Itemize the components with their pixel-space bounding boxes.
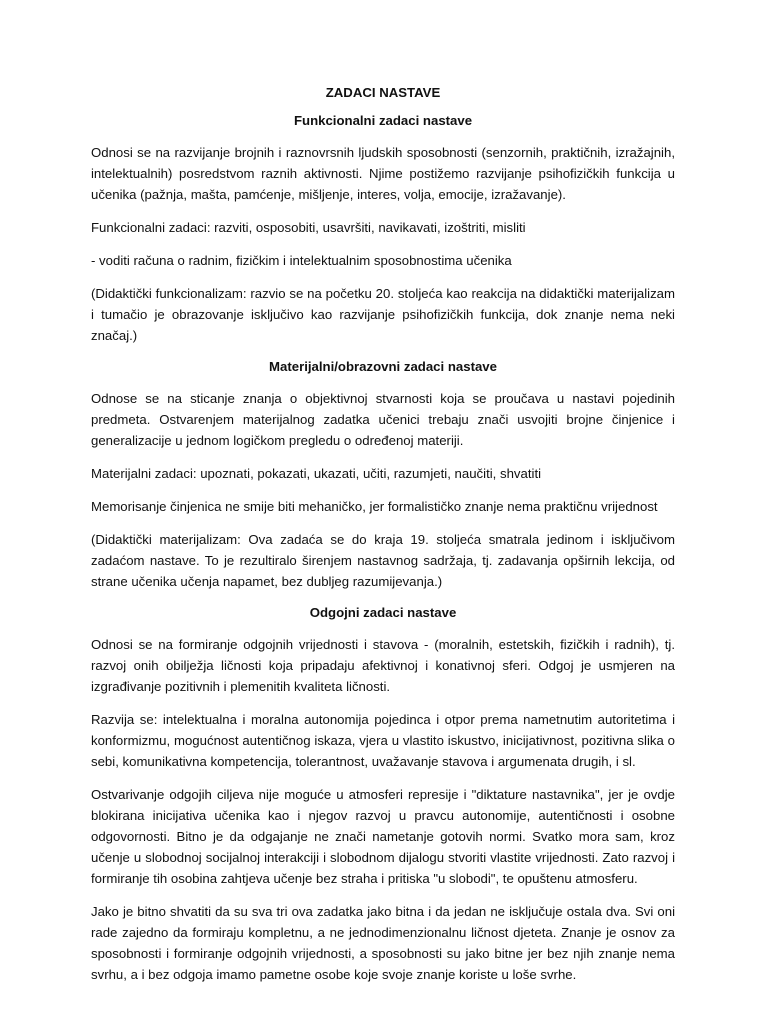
section-materijalni <box>91 358 675 592</box>
document-page <box>91 84 675 997</box>
paragraph: Odnosi se na razvijanje brojnih i raznovrsnih ljudskih sposobnosti (senzornih, praktičnih, izražajnih, intelektualnih) posredstvom raznih aktivnosti. Njime postižemo razvijanje psihofizičkih funkcija u učenika (pažnja, mašta, pamćenje, mišljenje, interes, volja, emocije, izražavanje). <box>91 145 675 202</box>
paragraph: Materijalni zadaci: upoznati, pokazati, ukazati, učiti, razumjeti, naučiti, shvatiti <box>91 466 542 481</box>
paragraph: (Didaktički materijalizam: Ova zadaća se do kraja 19. stoljeća smatrala jedinom i isključivom zadaćom nastave. To je rezultiralo širenjem nastavnog sadržaja, tj. zadavanja opširnih lekcija, od strane učenika učenja napamet, bez dubljeg razumijevanja.) <box>91 532 675 589</box>
section-odgojni <box>91 604 675 985</box>
section-heading: Materijalni/obrazovni zadaci nastave <box>269 359 497 374</box>
paragraph: (Didaktički funkcionalizam: razvio se na početku 20. stoljeća kao reakcija na didaktički materijalizam i tumačio je obrazovanje isključivo kao razvijanje psihofizičkih funkcija, dok znanje nema neki značaj.) <box>91 286 675 343</box>
paragraph: Odnose se na sticanje znanja o objektivnoj stvarnosti koja se proučava u nastavi pojedinih predmeta. Ostvarenjem materijalnog zadatka učenici trebaju znači usvojiti brojne činjenice i generalizacije u jednom logičkom pregledu o određenoj materiji. <box>91 391 675 448</box>
paragraph: Razvija se: intelektualna i moralna autonomija pojedinca i otpor prema nametnutim autoritetima i konformizmu, mogućnost autentičnog iskaza, vjera u vlastito iskustvo, inicijativnost, pozitivna slika o sebi, komunikativna kompetencija, tolerantnost, uvažavanje stavova i argumenata drugih, i sl. <box>91 712 675 769</box>
paragraph: - voditi računa o radnim, fizičkim i intelektualnim sposobnostima učenika <box>91 253 512 268</box>
paragraph: Odnosi se na formiranje odgojnih vrijednosti i stavova - (moralnih, estetskih, fizičkih i radnih), tj. razvoj onih obilježja ličnosti koja pripadaju afektivnoj i konativnoj sferi. Odgoj je usmjeren na izgrađivanje pozitivnih i plemenitih kvaliteta ličnosti. <box>91 637 675 694</box>
section-heading: Odgojni zadaci nastave <box>309 605 457 620</box>
paragraph: Memorisanje činjenica ne smije biti mehaničko, jer formalističko znanje nema praktičnu vrijednost <box>91 499 658 514</box>
paragraph: Jako je bitno shvatiti da su sva tri ova zadatka jako bitna i da jedan ne isključuje ostala dva. Svi oni rade zajedno da formiraju kompletnu, a ne jednodimenzionalnu ličnost djeteta. Znanje je osnov za sposobnosti i formiranje odgojnih vrijednosti, a sposobnosti su jako bitne jer bez njih znanje nema svrhu, a i bez odgoja imamo pametne osobe koje svoje znanje koriste u loše svrhe. <box>91 904 675 982</box>
document-title: ZADACI NASTAVE <box>325 85 441 100</box>
section-funkcionalni <box>91 112 675 346</box>
paragraph: Ostvarivanje odgojih ciljeva nije moguće u atmosferi represije i "diktature nastavnika", jer je ovdje blokirana inicijativa učenika kao i njegov razvoj u pravcu autonomije, autentičnosti i osobne odgovornosti. Bitno je da odgajanje ne znači nametanje gotovih normi. Svatko mora sam, kroz učenje u slobodnoj socijalnoj interakciji i slobodnom dijalogu stvoriti vlastite vrijednosti. Zato razvoj i formiranje tih osobina zahtjeva učenje bez straha i pritiska "u slobodi", te opuštenu atmosferu. <box>91 787 675 886</box>
section-heading: Funkcionalni zadaci nastave <box>293 113 473 128</box>
paragraph: Funkcionalni zadaci: razviti, osposobiti, usavršiti, navikavati, izoštriti, misliti <box>91 220 526 235</box>
